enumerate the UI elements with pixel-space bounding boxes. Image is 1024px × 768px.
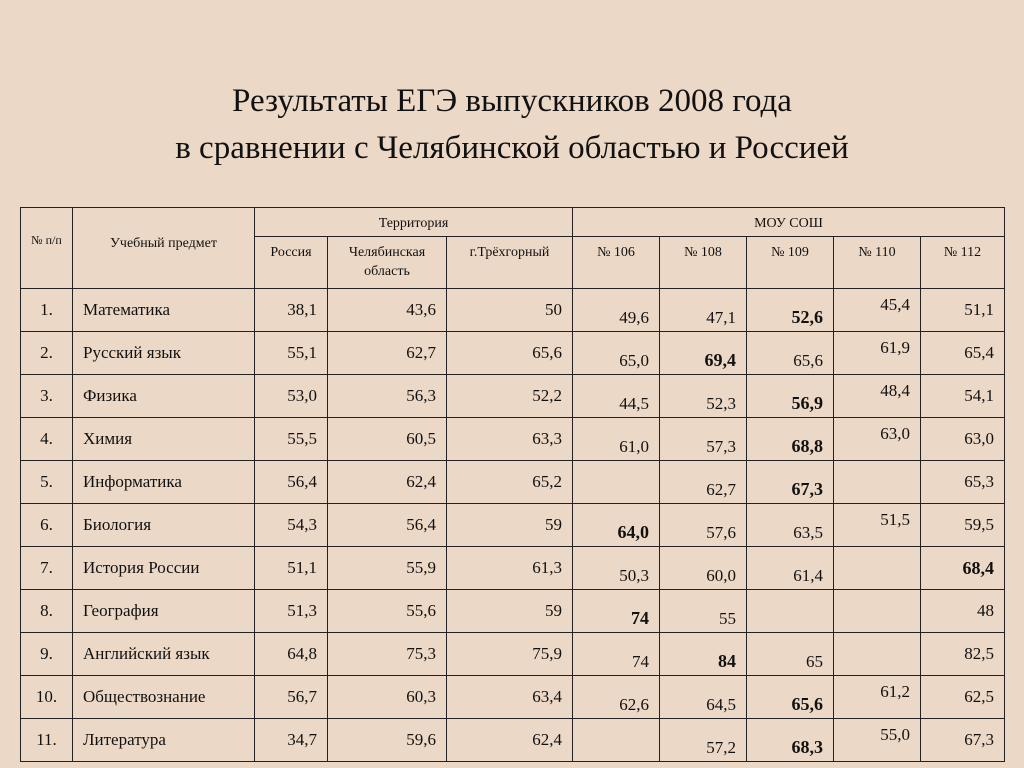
row-number: 2. [21, 332, 73, 375]
value-school-109: 65,6 [747, 676, 834, 719]
value-russia: 51,1 [255, 547, 328, 590]
row-number: 7. [21, 547, 73, 590]
value-tryokhgorny: 50 [447, 289, 573, 332]
value-school-108: 47,1 [660, 289, 747, 332]
value-chelyabinsk: 60,5 [328, 418, 447, 461]
row-number: 6. [21, 504, 73, 547]
row-number: 11. [21, 719, 73, 762]
value-school-108: 84 [660, 633, 747, 676]
value-school-109: 65 [747, 633, 834, 676]
value-school-109 [747, 590, 834, 633]
value-school-106: 64,0 [573, 504, 660, 547]
value-school-109: 61,4 [747, 547, 834, 590]
value-school-109: 52,6 [747, 289, 834, 332]
value-chelyabinsk: 60,3 [328, 676, 447, 719]
value-school-110: 48,4 [834, 375, 921, 418]
subject-cell: Математика [73, 289, 255, 332]
value-chelyabinsk: 62,7 [328, 332, 447, 375]
value-school-108: 64,5 [660, 676, 747, 719]
value-school-112: 65,4 [921, 332, 1005, 375]
value-school-110: 55,0 [834, 719, 921, 762]
value-chelyabinsk: 55,6 [328, 590, 447, 633]
value-chelyabinsk: 43,6 [328, 289, 447, 332]
row-number: 5. [21, 461, 73, 504]
value-school-106: 44,5 [573, 375, 660, 418]
value-tryokhgorny: 59 [447, 504, 573, 547]
value-school-109: 65,6 [747, 332, 834, 375]
value-school-109: 68,3 [747, 719, 834, 762]
value-school-106: 74 [573, 590, 660, 633]
value-tryokhgorny: 65,2 [447, 461, 573, 504]
value-school-108: 57,3 [660, 418, 747, 461]
value-school-106: 65,0 [573, 332, 660, 375]
table-row [21, 590, 1005, 633]
header-russia: Россия [255, 237, 328, 289]
value-school-109: 63,5 [747, 504, 834, 547]
value-russia: 56,7 [255, 676, 328, 719]
subject-cell: Химия [73, 418, 255, 461]
value-russia: 38,1 [255, 289, 328, 332]
value-russia: 56,4 [255, 461, 328, 504]
value-school-109: 56,9 [747, 375, 834, 418]
value-school-112: 54,1 [921, 375, 1005, 418]
value-chelyabinsk: 56,4 [328, 504, 447, 547]
table-row [21, 676, 1005, 719]
value-tryokhgorny: 65,6 [447, 332, 573, 375]
value-school-112: 62,5 [921, 676, 1005, 719]
row-number: 8. [21, 590, 73, 633]
table-row [21, 633, 1005, 676]
table-row [21, 461, 1005, 504]
value-tryokhgorny: 62,4 [447, 719, 573, 762]
page-title [0, 78, 1024, 172]
table-row [21, 719, 1005, 762]
subject-cell: Обществознание [73, 676, 255, 719]
value-russia: 34,7 [255, 719, 328, 762]
row-number: 10. [21, 676, 73, 719]
header-number: № п/п [21, 208, 73, 289]
value-chelyabinsk: 62,4 [328, 461, 447, 504]
value-school-110: 63,0 [834, 418, 921, 461]
header-schools: МОУ СОШ [573, 208, 1005, 237]
value-school-108: 57,2 [660, 719, 747, 762]
value-school-112: 67,3 [921, 719, 1005, 762]
value-school-106: 74 [573, 633, 660, 676]
value-school-110: 51,5 [834, 504, 921, 547]
row-number: 3. [21, 375, 73, 418]
subject-cell: История России [73, 547, 255, 590]
value-school-106: 50,3 [573, 547, 660, 590]
value-school-109: 68,8 [747, 418, 834, 461]
value-tryokhgorny: 52,2 [447, 375, 573, 418]
value-chelyabinsk: 59,6 [328, 719, 447, 762]
value-school-112: 48 [921, 590, 1005, 633]
table-row [21, 547, 1005, 590]
subject-cell: Биология [73, 504, 255, 547]
value-school-108: 57,6 [660, 504, 747, 547]
value-school-110 [834, 590, 921, 633]
value-tryokhgorny: 61,3 [447, 547, 573, 590]
header-chelyabinsk: Челябинская область [328, 237, 447, 289]
table-row [21, 289, 1005, 332]
value-russia: 53,0 [255, 375, 328, 418]
table-row [21, 332, 1005, 375]
header-school-109: № 109 [747, 237, 834, 289]
value-school-112: 51,1 [921, 289, 1005, 332]
value-school-106: 61,0 [573, 418, 660, 461]
value-russia: 51,3 [255, 590, 328, 633]
header-school-110: № 110 [834, 237, 921, 289]
value-school-110 [834, 547, 921, 590]
value-russia: 55,5 [255, 418, 328, 461]
value-school-110: 61,9 [834, 332, 921, 375]
value-chelyabinsk: 56,3 [328, 375, 447, 418]
value-russia: 54,3 [255, 504, 328, 547]
value-school-108: 69,4 [660, 332, 747, 375]
table-row [21, 504, 1005, 547]
row-number: 1. [21, 289, 73, 332]
title-line-1: Результаты ЕГЭ выпускников 2008 года [232, 83, 792, 119]
value-school-106: 62,6 [573, 676, 660, 719]
subject-cell: Английский язык [73, 633, 255, 676]
header-school-112: № 112 [921, 237, 1005, 289]
results-table [20, 207, 1005, 762]
subject-cell: Русский язык [73, 332, 255, 375]
value-chelyabinsk: 75,3 [328, 633, 447, 676]
value-tryokhgorny: 63,4 [447, 676, 573, 719]
subject-cell: Физика [73, 375, 255, 418]
value-school-110: 45,4 [834, 289, 921, 332]
header-territory: Территория [255, 208, 573, 237]
row-number: 9. [21, 633, 73, 676]
value-school-106 [573, 461, 660, 504]
value-school-112: 82,5 [921, 633, 1005, 676]
value-school-108: 62,7 [660, 461, 747, 504]
value-school-110: 61,2 [834, 676, 921, 719]
table-row [21, 418, 1005, 461]
value-school-109: 67,3 [747, 461, 834, 504]
table-body [21, 289, 1005, 762]
subject-cell: Информатика [73, 461, 255, 504]
header-tryokhgorny: г.Трёхгорный [447, 237, 573, 289]
value-school-110 [834, 461, 921, 504]
value-school-108: 60,0 [660, 547, 747, 590]
header-school-108: № 108 [660, 237, 747, 289]
value-russia: 55,1 [255, 332, 328, 375]
value-school-112: 68,4 [921, 547, 1005, 590]
subject-cell: Литература [73, 719, 255, 762]
value-school-112: 63,0 [921, 418, 1005, 461]
table-row [21, 375, 1005, 418]
value-school-112: 59,5 [921, 504, 1005, 547]
value-tryokhgorny: 75,9 [447, 633, 573, 676]
value-school-112: 65,3 [921, 461, 1005, 504]
value-school-108: 55 [660, 590, 747, 633]
value-school-110 [834, 633, 921, 676]
value-russia: 64,8 [255, 633, 328, 676]
header-subject: Учебный предмет [73, 208, 255, 289]
value-school-108: 52,3 [660, 375, 747, 418]
value-tryokhgorny: 63,3 [447, 418, 573, 461]
value-chelyabinsk: 55,9 [328, 547, 447, 590]
value-tryokhgorny: 59 [447, 590, 573, 633]
value-school-106 [573, 719, 660, 762]
header-school-106: № 106 [573, 237, 660, 289]
title-line-2: в сравнении с Челябинской областью и Россией [175, 130, 849, 166]
subject-cell: География [73, 590, 255, 633]
row-number: 4. [21, 418, 73, 461]
value-school-106: 49,6 [573, 289, 660, 332]
